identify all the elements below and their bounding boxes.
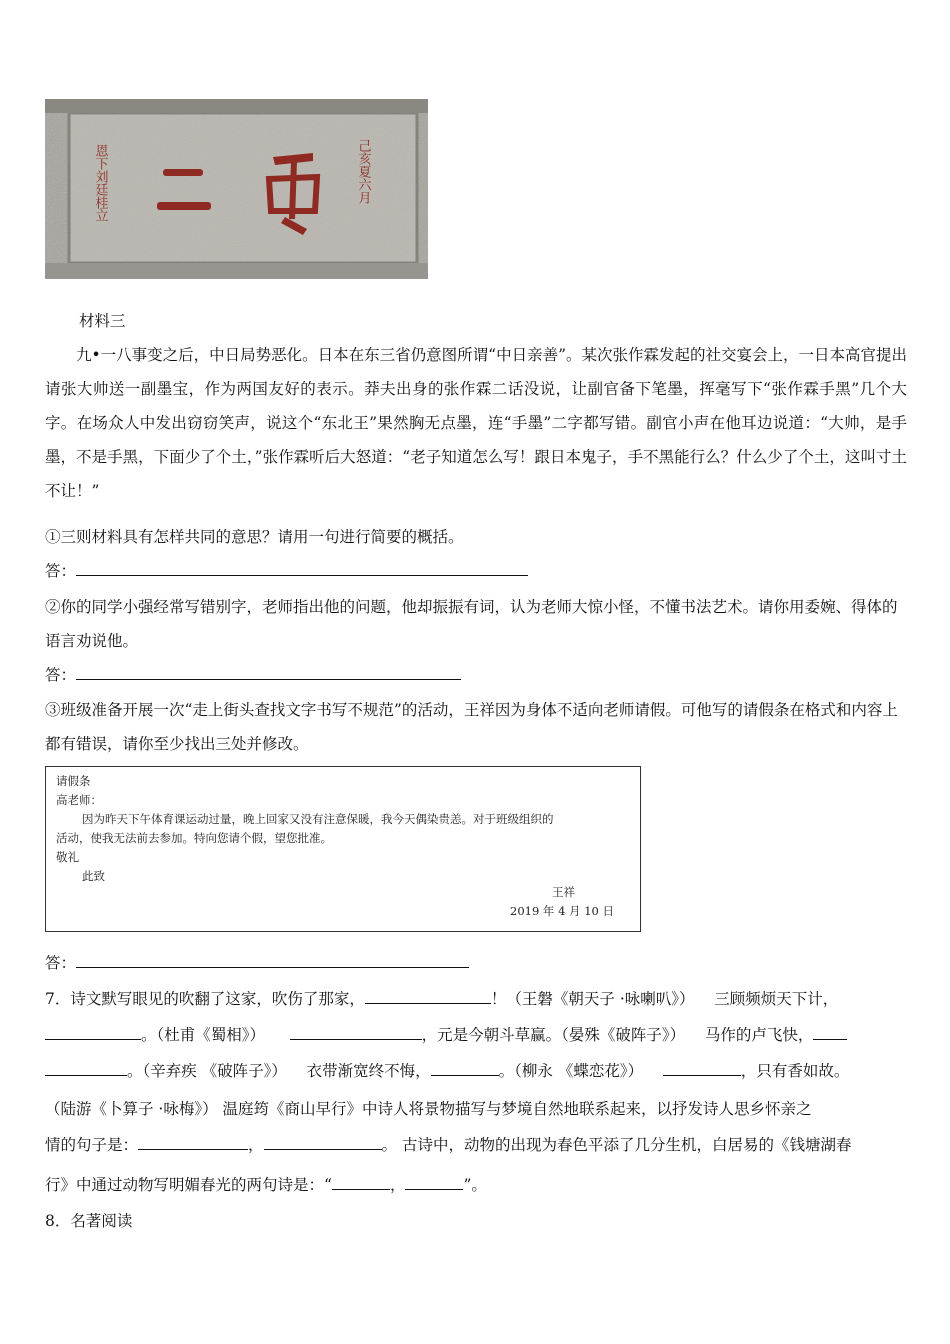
stone-left-inscription: 恩下刘廷桂立 <box>92 144 108 222</box>
q7-text: 诗文默写眼见的吹翻了这家，吹伤了那家， <box>70 990 365 1008</box>
answer-3-blank[interactable] <box>76 949 469 968</box>
q7-text: 衣带渐宽终不悔， <box>306 1062 431 1080</box>
q7-blank-5[interactable] <box>431 1057 499 1076</box>
answer-label: 答： <box>45 666 77 684</box>
q7-text: 情的句子是： <box>45 1136 139 1154</box>
q7-blank-7[interactable] <box>138 1131 248 1150</box>
note-closing-1: 敬礼 <box>56 850 79 864</box>
q7-text: 马作的卢飞快， <box>704 1026 814 1044</box>
note-closing-2: 此致 <box>82 869 105 883</box>
q7-text: ”。 <box>463 1176 487 1194</box>
q7-line-5 <box>45 1128 907 1162</box>
q7-text: 。 古诗中，动物的出现为春色平添了几分生机，白居易的《钱塘湖春 <box>381 1136 852 1154</box>
answer-1-blank[interactable] <box>76 557 528 576</box>
answer-3-line <box>45 946 907 980</box>
q7-text: ，只有香如故。 <box>740 1062 850 1080</box>
leave-note-box <box>45 766 641 932</box>
q7-blank-4b[interactable] <box>45 1057 127 1076</box>
q7-text: ， <box>389 1176 406 1194</box>
note-signature: 王祥 <box>552 885 575 899</box>
q8-title: 8．名著阅读 <box>45 1212 133 1230</box>
q7-blank-10[interactable] <box>405 1171 463 1190</box>
q7-text: ，元是今朝斗草赢。（晏殊《破阵子》） <box>421 1026 686 1044</box>
answer-label: 答： <box>45 562 77 580</box>
q7-text: ！（王磐《朝天子 ·咏喇叭》） <box>490 990 695 1008</box>
material3-paragraph: 九•一八事变之后，中日局势恶化。日本在东三省仍意图所谓“中日亲善”。某次张作霖发起的社交宴会上，一日本高官提出请张大帅送一副墨宝，作为两国友好的表示。莽夫出身的张作霖二话没说，让副官备下笔墨，挥毫写下“张作霖手黑”几个大字。在场众人中发出窃窃笑声，说这个“东北王”果然胸无点墨，连“手墨”二字都写错。副官小声在他耳边说道：“大帅，是手墨，不是手黑，下面少了个土，”张作霖听后大怒道：“老子知道怎么写！跟日本鬼子，手不黑能行么？什么少了个土，这叫寸土不让！” <box>45 346 907 500</box>
q7-line-4: （陆游《卜算子 ·咏梅》） 温庭筠《商山早行》中诗人将景物描写与梦境自然地联系起来，以抒发诗人思乡怀亲之 <box>45 1100 812 1118</box>
q7-line-2 <box>45 1018 907 1052</box>
q7-text: 。（辛弃疾 《破阵子》） <box>127 1062 287 1080</box>
q7-text: ， <box>248 1136 264 1154</box>
question-3: ③班级准备开展一次“走上街头查找文字书写不规范”的活动，王祥因为身体不适向老师请假。可他写的请假条在格式和内容上都有错误，请你至少找出三处并修改。 <box>45 701 898 753</box>
q7-line-6 <box>45 1168 907 1202</box>
note-body-line-2: 活动，使我无法前去参加。特向您请个假，望您批准。 <box>56 831 332 845</box>
material3-heading: 材料三 <box>79 312 126 330</box>
answer-1-line <box>45 554 907 588</box>
q7-text: 。（柳永 《蝶恋花》） <box>498 1062 644 1080</box>
q7-text: 行》中通过动物写明媚春光的两句诗是：“ <box>45 1176 332 1194</box>
q7-blank-3[interactable] <box>290 1021 422 1040</box>
q7-text: 三顾频烦天下计， <box>714 990 839 1008</box>
note-greeting: 高老师： <box>56 793 102 807</box>
q7-blank-4a[interactable] <box>813 1021 847 1040</box>
q7-blank-8[interactable] <box>264 1131 382 1150</box>
answer-label: 答： <box>45 954 77 972</box>
question-1: ①三则材料具有怎样共同的意思？请用一句进行简要的概括。 <box>45 528 464 546</box>
answer-2-line <box>45 658 907 692</box>
q7-blank-2[interactable] <box>45 1021 141 1040</box>
stone-right-inscription: 己亥夏六月 <box>355 139 371 204</box>
note-title: 请假条 <box>56 774 91 788</box>
note-body-line-1: 因为昨天下午体育课运动过量，晚上回家又没有注意保暖，我今天偶染贵恙。对于班级组织的 <box>82 812 554 826</box>
q7-blank-1[interactable] <box>365 985 491 1004</box>
q7-blank-9[interactable] <box>332 1171 390 1190</box>
note-date: 2019 年 4 月 10 日 <box>510 904 614 918</box>
question-2: ②你的同学小强经常写错别字，老师指出他的问题，他却振振有词，认为老师大惊小怪，不懂书法艺术。请你用委婉、得体的语言劝说他。 <box>45 598 898 650</box>
q7-line-1 <box>45 982 907 1016</box>
q7-text: 。（杜甫《蜀相》） <box>141 1026 266 1044</box>
answer-2-blank[interactable] <box>76 661 461 680</box>
q7-number: 7． <box>45 990 71 1008</box>
q7-blank-6[interactable] <box>663 1057 741 1076</box>
q7-line-3 <box>45 1054 907 1088</box>
stone-inscription-photo <box>45 99 428 279</box>
